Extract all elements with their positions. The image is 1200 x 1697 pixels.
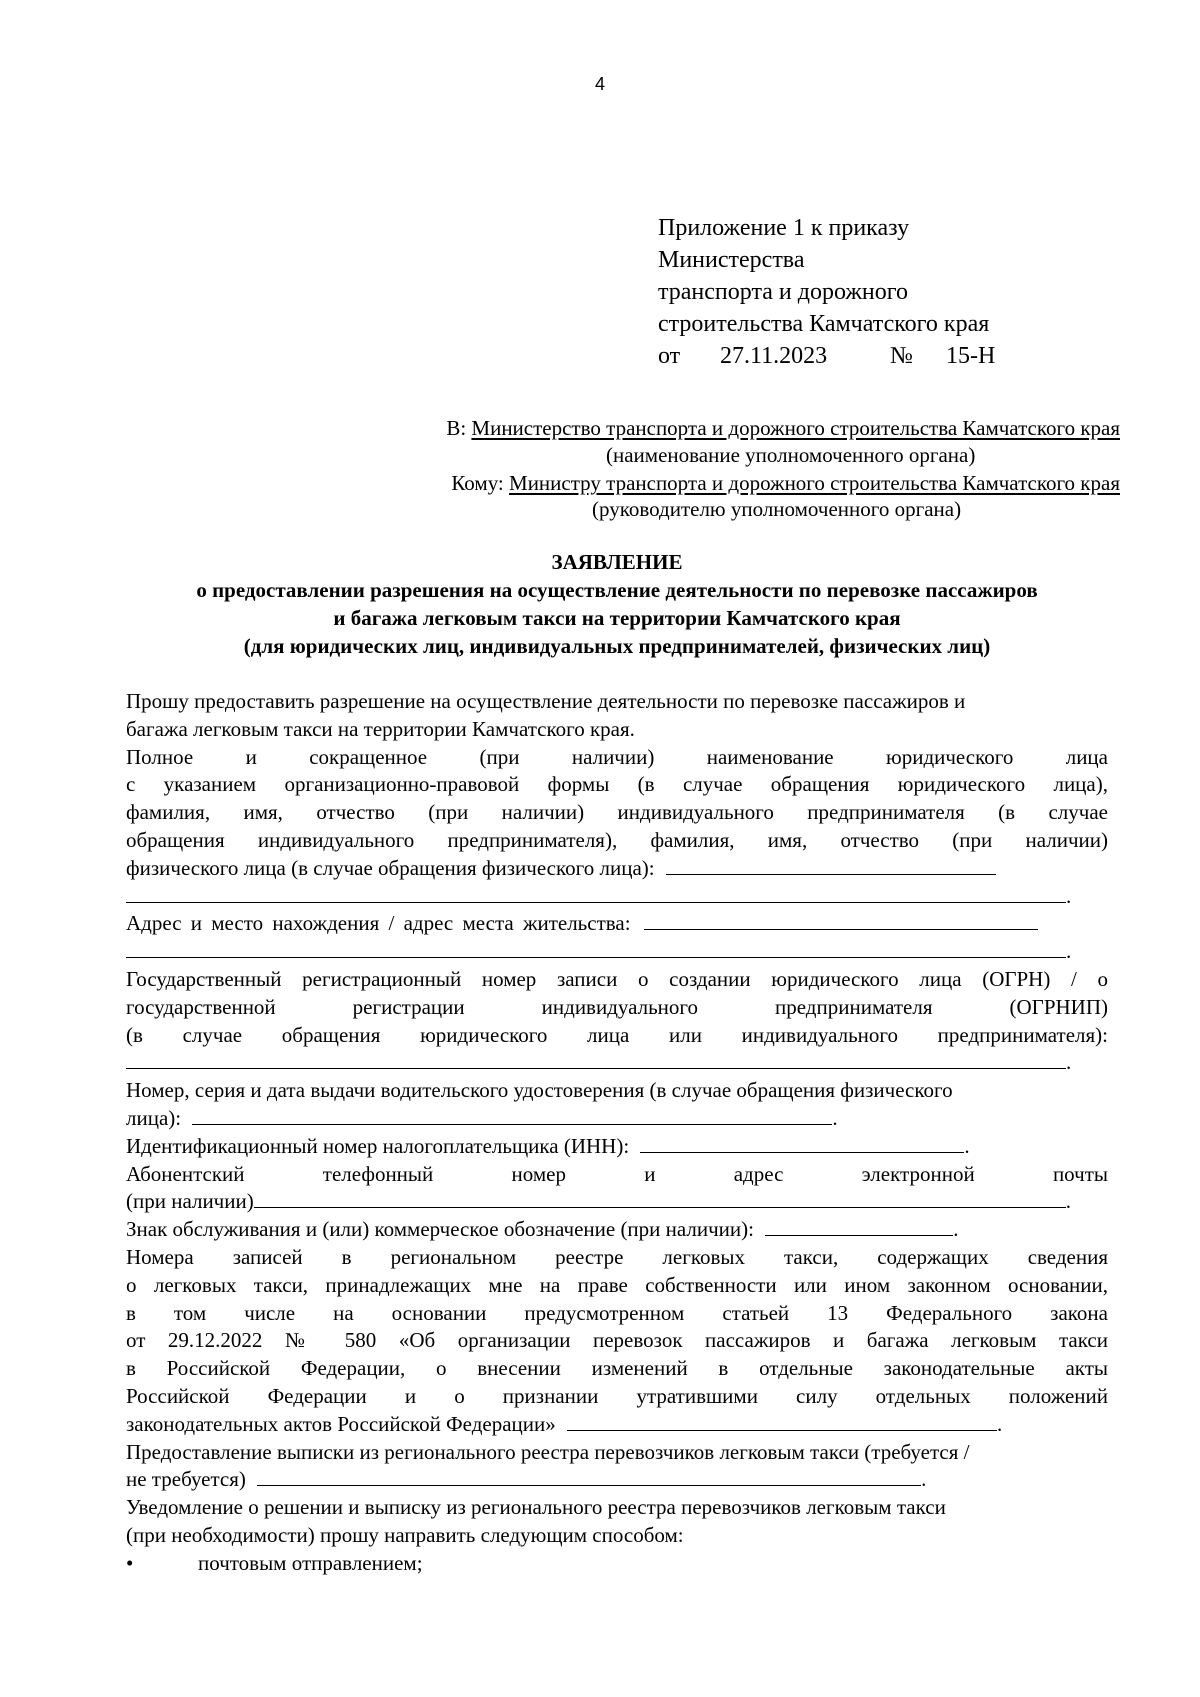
paragraph-line: обращения индивидуального предпринимателя), фамилия, имя, отчество (при наличии) xyxy=(126,827,1108,852)
paragraph-line: Предоставление выписки из регионального реестра перевозчиков легковым такси (требуется / xyxy=(126,1439,970,1464)
paragraph-line: Прошу предоставить разрешение на осуществление деятельности по перевозке пассажиров и xyxy=(126,689,966,713)
whom-hint: (руководителю уполномоченного органа) xyxy=(592,497,962,521)
name-input-line[interactable] xyxy=(666,855,996,875)
to-hint: (наименование уполномоченного органа) xyxy=(606,443,976,467)
addressee-to xyxy=(0,416,1120,441)
paragraph-line: Российской Федерации и о признании утратившими силу отдельных положений xyxy=(126,1383,1108,1408)
appendix-line: транспорта и дорожного xyxy=(658,279,909,305)
paragraph-line: Абонентский телефонный номер и адрес электронной почты xyxy=(126,1161,1108,1186)
paragraph-line: с указанием организационно-правовой формы (в случае обращения юридического лица), xyxy=(126,772,1108,797)
address-field-row xyxy=(126,910,1108,938)
order-date: 27.11.2023 xyxy=(720,343,828,369)
whom-value: Министру транспорта и дорожного строительства Камчатского края xyxy=(509,471,1120,495)
delivery-option-mail[interactable] xyxy=(126,1550,1108,1578)
paragraph-line: (в случае обращения юридического лица или индивидуального предпринимателя): xyxy=(126,1022,1108,1047)
inn-input-line[interactable] xyxy=(640,1133,964,1153)
to-label: В: xyxy=(446,416,467,440)
license-field-row xyxy=(126,1105,1108,1133)
paragraph-line: Номер, серия и дата выдачи водительского удостоверения (в случае обращения физического xyxy=(126,1078,953,1103)
name-field-row xyxy=(126,855,1108,883)
paragraph-line: государственной регистрации индивидуального предпринимателя (ОГРНИП) xyxy=(126,994,1108,1019)
appendix-header xyxy=(658,212,995,372)
paragraph-line: Государственный регистрационный номер записи о создании юридического лица (ОГРН) / о xyxy=(126,966,1108,991)
title-line: и багажа легковым такси на территории Камчатского края xyxy=(333,606,901,630)
name-field-continuation xyxy=(126,883,1108,911)
appendix-line: Приложение 1 к приказу xyxy=(658,215,910,241)
period: . xyxy=(953,1217,959,1242)
address-input-line[interactable] xyxy=(644,910,1038,930)
name-input-line[interactable] xyxy=(126,883,1066,903)
extract-field-row xyxy=(126,1466,1108,1494)
period: . xyxy=(1066,939,1072,964)
field-label: (при наличии) xyxy=(126,1189,254,1214)
bullet-icon: • xyxy=(126,1550,134,1575)
order-number: 15-Н xyxy=(946,343,996,369)
registry-input-line[interactable] xyxy=(567,1411,997,1431)
field-label: Знак обслуживания и (или) коммерческое обозначение (при наличии): xyxy=(126,1217,754,1242)
field-label: не требуется) xyxy=(126,1467,246,1492)
addressee-whom xyxy=(0,471,1120,496)
period: . xyxy=(996,1411,1003,1436)
period: . xyxy=(964,1133,970,1158)
period: . xyxy=(921,1467,927,1492)
field-label: физического лица (в случае обращения физического лица): xyxy=(126,855,655,880)
page-number: 4 xyxy=(594,74,605,94)
field-label: лица): xyxy=(126,1105,182,1130)
period: . xyxy=(1065,1189,1071,1214)
paragraph-line: багажа легковым такси на территории Камчатского края. xyxy=(126,716,635,741)
ogrn-input-line[interactable] xyxy=(126,1049,1066,1069)
extract-input-line[interactable] xyxy=(257,1466,921,1486)
paragraph-line: Номера записей в региональном реестре легковых такси, содержащих сведения xyxy=(126,1244,1108,1269)
title-heading: ЗАЯВЛЕНИЕ xyxy=(551,550,683,574)
to-value: Министерство транспорта и дорожного строительства Камчатского края xyxy=(471,416,1120,440)
paragraph-line: о легковых такси, принадлежащих мне на праве собственности или ином законном основании, xyxy=(126,1272,1108,1297)
ogrn-field-row xyxy=(126,1049,1108,1077)
paragraph-line: от 29.12.2022 № 580 «Об организации перевозок пассажиров и багажа легковым такси xyxy=(126,1328,1108,1353)
brand-input-line[interactable] xyxy=(765,1216,953,1236)
phone-input-line[interactable] xyxy=(254,1188,1066,1208)
paragraph-line: Полное и сокращенное (при наличии) наименование юридического лица xyxy=(126,744,1108,769)
period: . xyxy=(1066,1050,1072,1075)
field-label: законодательных актов Российской Федерации» xyxy=(126,1411,556,1436)
document-title xyxy=(126,548,1108,660)
paragraph-line: Уведомление о решении и выписку из регионального реестра перевозчиков легковым такси xyxy=(126,1495,946,1520)
from-label: от xyxy=(658,343,681,369)
whom-label: Кому: xyxy=(451,471,504,495)
field-label: Адрес и место нахождения / адрес места жительства: xyxy=(126,911,631,936)
field-label: Идентификационный номер налогоплательщика (ИНН): xyxy=(126,1133,630,1158)
number-sign: № xyxy=(890,343,913,369)
paragraph-line: (при необходимости) прошу направить следующим способом: xyxy=(126,1522,684,1547)
registry-field-row xyxy=(126,1411,1108,1439)
application-body xyxy=(126,688,1108,1578)
period: . xyxy=(1066,883,1072,908)
inn-field-row xyxy=(126,1133,1108,1161)
paragraph-line: в том числе на основании предусмотренном статьей 13 Федерального закона xyxy=(126,1300,1108,1325)
option-label: почтовым отправлением; xyxy=(198,1550,423,1575)
license-input-line[interactable] xyxy=(192,1105,832,1125)
appendix-line: строительства Камчатского края xyxy=(658,311,990,337)
paragraph-line: в Российской Федерации, о внесении изменений в отдельные законодательные акты xyxy=(126,1356,1108,1381)
brand-field-row xyxy=(126,1216,1108,1244)
order-line xyxy=(658,340,995,372)
title-line: о предоставлении разрешения на осуществление деятельности по перевозке пассажиров xyxy=(196,578,1038,602)
phone-field-row xyxy=(126,1188,1108,1216)
address-input-line[interactable] xyxy=(126,938,1066,958)
paragraph-line: фамилия, имя, отчество (при наличии) индивидуального предпринимателя (в случае xyxy=(126,800,1108,825)
title-line: (для юридических лиц, индивидуальных предпринимателей, физических лиц) xyxy=(243,634,991,658)
address-field-continuation xyxy=(126,938,1108,966)
appendix-line: Министерства xyxy=(658,247,805,273)
period: . xyxy=(832,1105,838,1130)
